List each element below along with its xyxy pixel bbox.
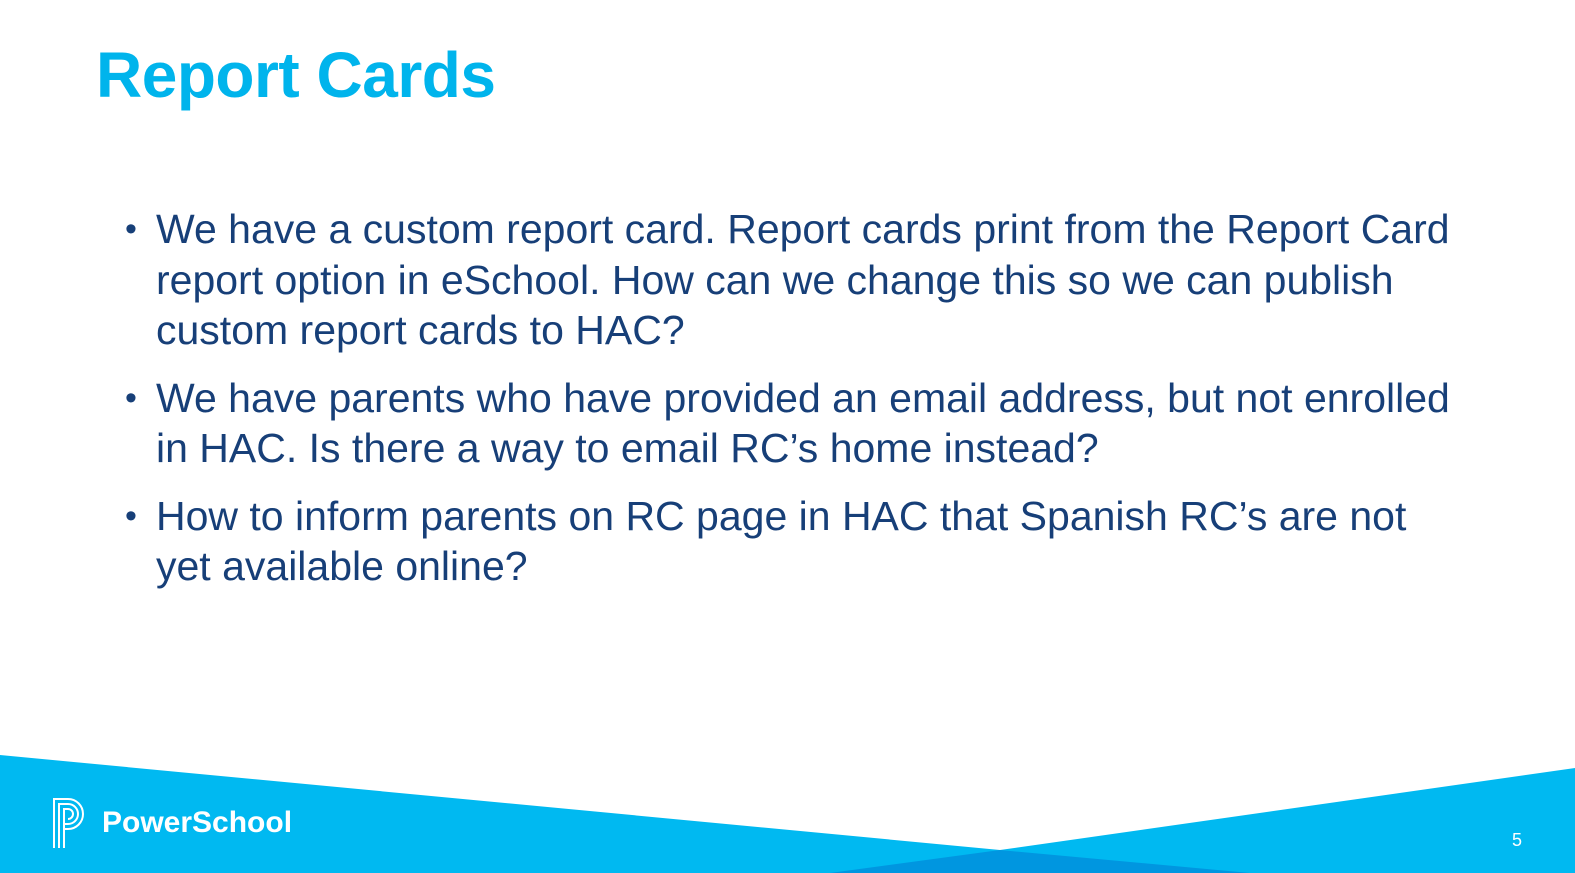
logo-text: PowerSchool bbox=[102, 806, 293, 839]
slide-title: Report Cards bbox=[96, 39, 496, 111]
bullet-icon: • bbox=[125, 210, 137, 248]
powerschool-logo bbox=[52, 797, 292, 849]
bullet-text: We have a custom report card. Report cards print from the Report Card report option in eSchool. How can we change this so we can publish custom report cards to HAC? bbox=[156, 206, 1450, 353]
bullet-icon: • bbox=[125, 496, 137, 535]
bullet-icon: • bbox=[125, 378, 137, 417]
bullet-text: How to inform parents on RC page in HAC that Spanish RC’s are not yet available online? bbox=[156, 492, 1407, 589]
page-number: 5 bbox=[1512, 830, 1523, 850]
powerschool-p-icon bbox=[52, 797, 92, 849]
bullet-text: We have parents who have provided an email address, but not enrolled in HAC. Is there a way to email RC’s home instead? bbox=[156, 374, 1450, 471]
